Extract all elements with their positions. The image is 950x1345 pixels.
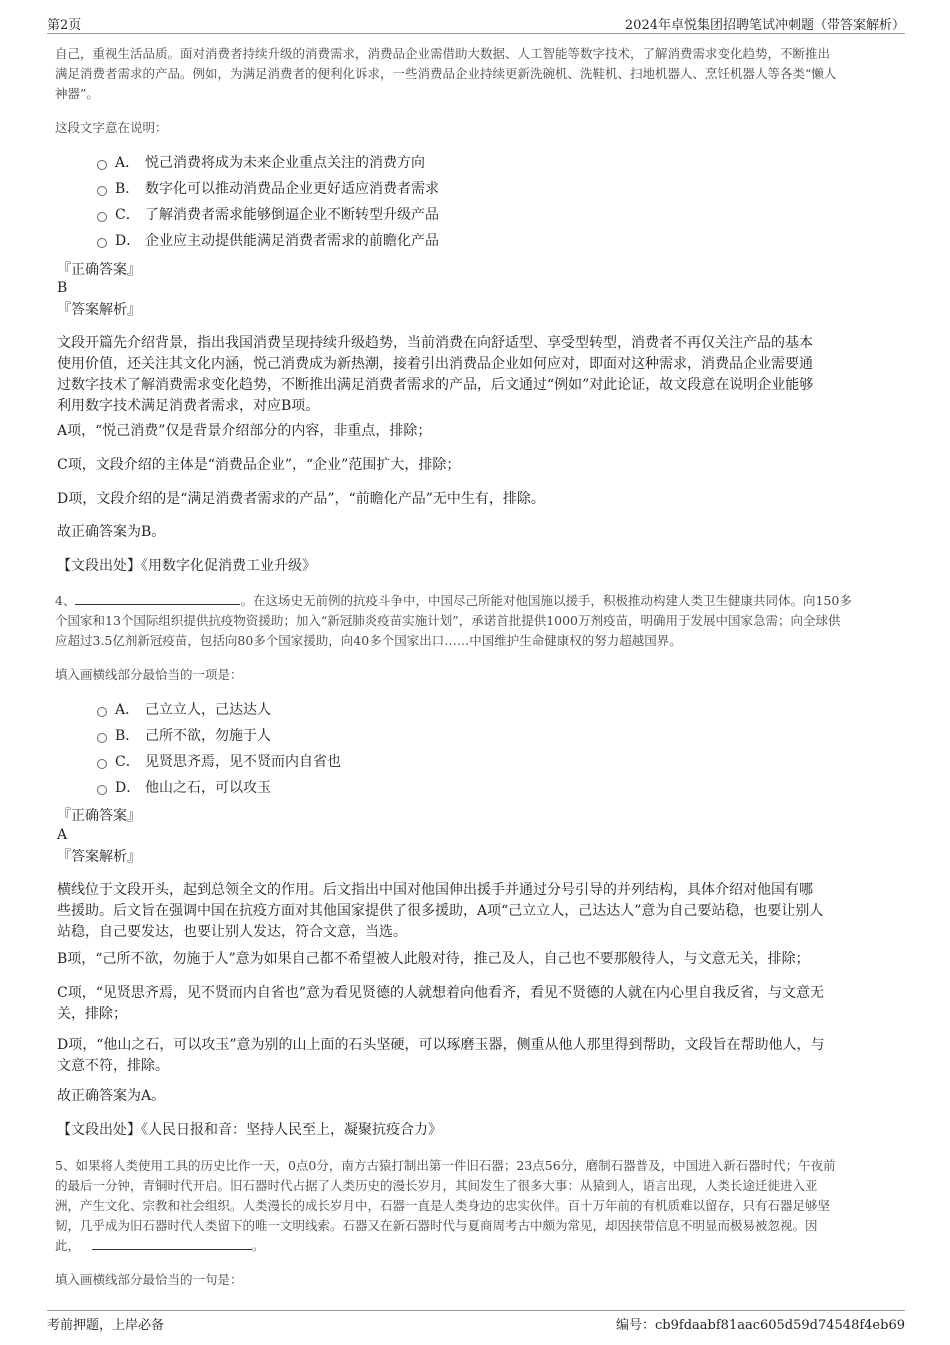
page-number: 第2页 (47, 18, 82, 33)
page-header (47, 12, 905, 34)
q4-source: 【文段出处】《人民日报和音：坚持人民至上，凝聚抗疫合力》 (57, 1122, 442, 1138)
q3-passage: 自己，重视生活品质。面对消费者持续升级的消费需求，消费品企业需借助大数据、人工智能等数字技术，了解消费需求变化趋势，不断推出 满足消费者需求的产品。例如，为满足消费者的便利化诉求，一些消费品企业持续更新洗碗机、洗鞋机、扫地机器人、烹饪机器人等各类“懒人 神器”。 (55, 46, 837, 101)
document-title: 2024年卓悦集团招聘笔试冲刺题（带答案解析） (624, 18, 905, 33)
q5-passage: 5、如果将人类使用工具的历史比作一天，0点0分，南方古猿打制出第一件旧石器；23点56分，磨制石器普及，中国进入新石器时代；午夜前 的最后一分钟，青铜时代开启。旧石器时代占据了人类历史的漫长岁月，其间发生了很多大事：从猿到人，语言出现，人类长途迁徙进入亚 洲，产生文化、宗教和社会组织。人类漫长的成长岁月中，石器一直是人类身边的忠实伙伴。百十万年前的有机质难以留存，只有石器足够坚 韧，几乎成为旧石器时代人类留下的唯一文明线索。石器又在新石器时代与夏商周考古中颇为常见，却因挟带信息不明显而极易被忽视。因 此， 。 (55, 1158, 836, 1253)
q4-passage: 4、 。在这场史无前例的抗疫斗争中，中国尽己所能对他国施以援手，积极推动构建人类卫生健康共同体。向150多 个国家和13个国际组织提供抗疫物资援助；加入“新冠肺炎疫苗实施计划”，承诺首批提供1000万剂疫苗，明确用于发展中国家急需；向全球供 应超过3.5亿剂新冠疫苗，包括向80多个国家援助，向40多个国家出口……中国维护生命健康权的努力超越国界。 (55, 593, 852, 648)
q3-answer: B (57, 280, 68, 296)
q3-option-b[interactable]: B． 数字化可以推动消费品企业更好适应消费者需求 (97, 178, 439, 200)
fill-blank (75, 591, 240, 605)
q4-option-d[interactable]: D． 他山之石，可以攻玉 (97, 777, 271, 799)
radio-icon[interactable] (97, 733, 107, 743)
q3-option-c[interactable]: C． 了解消费者需求能够倒逼企业不断转型升级产品 (97, 204, 439, 226)
q4-option-b[interactable]: B． 己所不欲，勿施于人 (97, 725, 271, 747)
q4-note-c: C项，“见贤思齐焉，见不贤而内自省也”意为看见贤德的人就想着向他看齐，看见不贤德的人就在内心里自我反省，与文意无 关，排除； (57, 985, 825, 1022)
q3-note-c: C项，文段介绍的主体是“消费品企业”，“企业”范围扩大，排除； (57, 457, 461, 473)
q4-note-b: B项，“己所不欲，勿施于人”意为如果自己都不希望被人此般对待，推己及人，自己也不要那般待人，与文意无关，排除； (57, 951, 810, 967)
radio-icon[interactable] (97, 759, 107, 769)
q3-option-a[interactable]: A． 悦己消费将成为未来企业重点关注的消费方向 (97, 152, 425, 174)
footer-slogan: 考前押题，上岸必备 (47, 1318, 165, 1333)
radio-icon[interactable] (97, 186, 107, 196)
page-footer (47, 1310, 905, 1334)
q4-note-d: D项，“他山之石，可以攻玉”意为别的山上面的石头坚硬，可以琢磨玉器，侧重从他人那里得到帮助，文段旨在帮助他人，与 文意不符，排除。 (57, 1037, 825, 1074)
q3-analysis-label: 『答案解析』 (57, 302, 141, 318)
radio-icon[interactable] (97, 785, 107, 795)
q3-conclusion: 故正确答案为B。 (57, 524, 166, 540)
document-id: 编号：cb9fdaabf81aac605d59d74548f4eb69 (616, 1318, 905, 1333)
q3-source: 【文段出处】《用数字化促消费工业升级》 (57, 558, 316, 574)
radio-icon[interactable] (97, 238, 107, 248)
fill-blank (92, 1236, 252, 1250)
q3-note-a: A项，“悦己消费”仅是背景介绍部分的内容，非重点，排除； (57, 423, 432, 439)
q4-answer-label: 『正确答案』 (57, 808, 141, 824)
radio-icon[interactable] (97, 212, 107, 222)
q3-option-d[interactable]: D． 企业应主动提供能满足消费者需求的前瞻化产品 (97, 230, 439, 252)
q3-answer-label: 『正确答案』 (57, 262, 141, 278)
q4-conclusion: 故正确答案为A。 (57, 1088, 166, 1104)
q4-option-a[interactable]: A． 己立立人，己达达人 (97, 699, 271, 721)
q4-analysis-label: 『答案解析』 (57, 849, 141, 865)
q4-analysis: 横线位于文段开头，起到总领全文的作用。后文指出中国对他国伸出援手并通过分号引导的并列结构，具体介绍对他国有哪 些援助。后文旨在强调中国在抗疫方面对其他国家提供了很多援助，A项“己立立人，己达达人”意为自己要站稳，也要让别人 站稳，自己要发达，也要让别人发达，符合文意，当选。 (57, 882, 824, 940)
q3-prompt: 这段文字意在说明： (55, 120, 168, 135)
q5-prompt: 填入画横线部分最恰当的一句是： (55, 1272, 243, 1287)
radio-icon[interactable] (97, 707, 107, 717)
radio-icon[interactable] (97, 160, 107, 170)
q3-analysis: 文段开篇先介绍背景，指出我国消费呈现持续升级趋势，当前消费在向舒适型、享受型转型，消费者不再仅关注产品的基本 使用价值，还关注其文化内涵，悦己消费成为新热潮，接着引出消费品企业如何应对，即面对这种需求，消费品企业需要通 过数字技术了解消费需求变化趋势，不断推出满足消费者需求的产品，后文通过“例如”对此论证，故文段意在说明企业能够 利用数字技术满足消费者需求，对应B项。 (57, 335, 814, 414)
q4-prompt: 填入画横线部分最恰当的一项是： (55, 667, 243, 682)
q4-option-c[interactable]: C． 见贤思齐焉，见不贤而内自省也 (97, 751, 341, 773)
q4-answer: A (57, 827, 68, 843)
q3-note-d: D项，文段介绍的是“满足消费者需求的产品”，“前瞻化产品”无中生有，排除。 (57, 491, 545, 507)
